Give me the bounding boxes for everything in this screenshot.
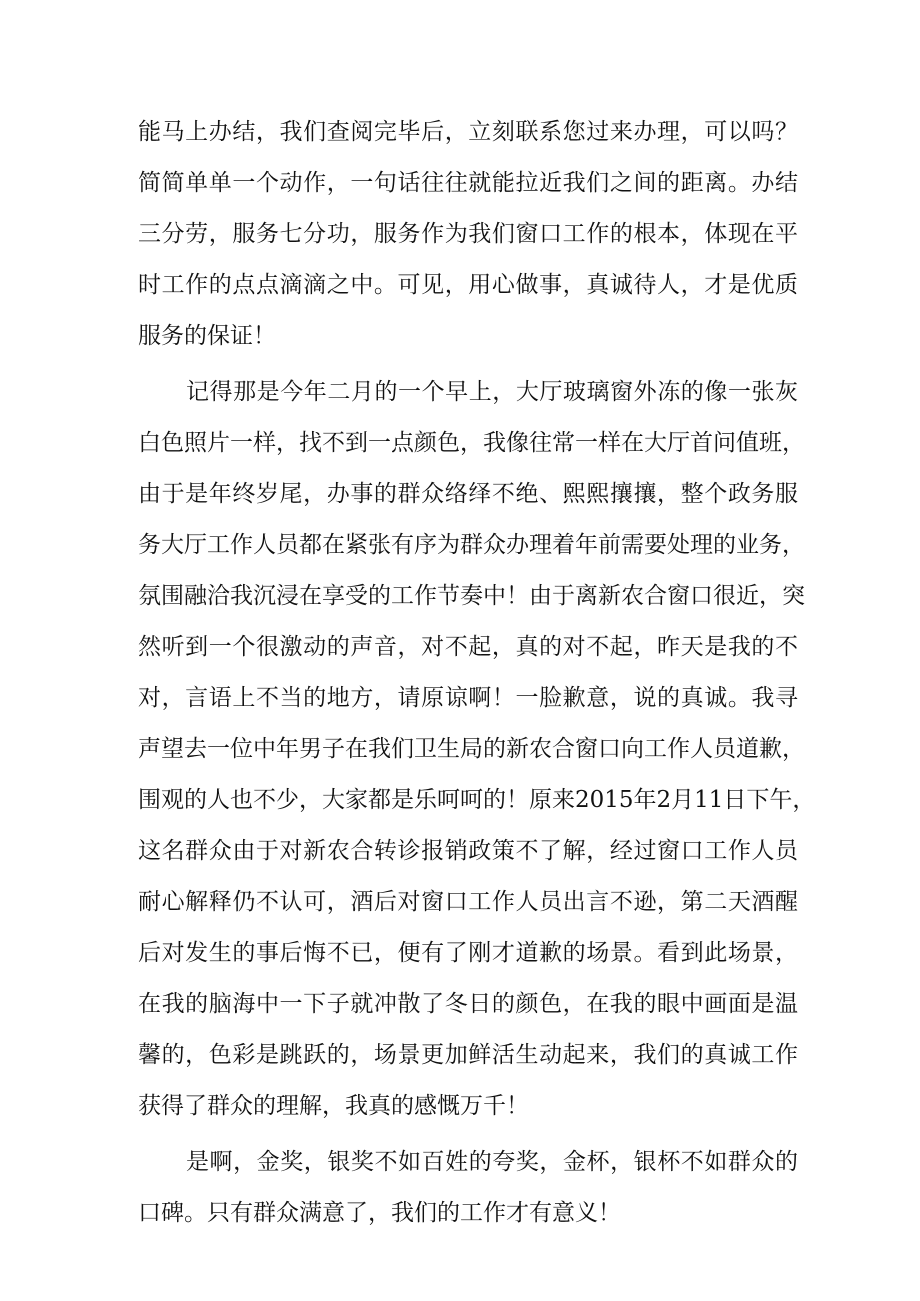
paragraph-2-line-10: 这名群众由于对新农合转诊报销政策不了解，经过窗口工作人员 (138, 838, 798, 864)
paragraph-1-line-3: 三分劳，服务七分功，服务作为我们窗口工作的根本，体现在平 (138, 221, 798, 247)
paragraph-2-line-11: 耐心解释仍不认可，酒后对窗口工作人员出言不逊，第二天酒醒 (138, 889, 798, 915)
paragraph-2-line-3: 由于是年终岁尾，办事的群众络绎不绝、熙熙攘攘，整个政务服 (138, 481, 798, 507)
paragraph-2-line-5: 氛围融洽我沉浸在享受的工作节奏中！由于离新农合窗口很近，突 (138, 583, 805, 609)
paragraph-2-line-1: 记得那是今年二月的一个早上，大厅玻璃窗外冻的像一张灰 (186, 379, 798, 405)
paragraph-2-line-7: 对，言语上不当的地方，请原谅啊！一脸歉意，说的真诚。我寻 (138, 685, 798, 711)
paragraph-2-line-6: 然听到一个很激动的声音，对不起，真的对不起，昨天是我的不 (138, 634, 798, 660)
paragraph-2-line-4: 务大厅工作人员都在紧张有序为群众办理着年前需要处理的业务， (138, 532, 805, 558)
paragraph-1-line-4: 时工作的点点滴滴之中。可见，用心做事，真诚待人，才是优质 (138, 272, 798, 298)
paragraph-2-line-15: 获得了群众的理解，我真的感慨万千！ (138, 1093, 529, 1119)
paragraph-2-line-13: 在我的脑海中一下子就冲散了冬日的颜色，在我的眼中画面是温 (138, 991, 798, 1017)
paragraph-2-line-12: 后对发生的事后悔不已，便有了刚才道歉的场景。看到此场景， (138, 940, 798, 966)
paragraph-1-line-1: 能马上办结，我们查阅完毕后，立刻联系您过来办理，可以吗？ (138, 119, 798, 145)
document-body (138, 107, 816, 1239)
paragraph-1-line-2: 简简单单一个动作，一句话往往就能拉近我们之间的距离。办结 (138, 170, 798, 196)
paragraph-2-line-2: 白色照片一样，找不到一点颜色，我像往常一样在大厅首问值班， (138, 430, 805, 456)
paragraph-2-line-14: 馨的，色彩是跳跃的，场景更加鲜活生动起来，我们的真诚工作 (138, 1042, 798, 1068)
paragraph-1-line-5: 服务的保证！ (138, 323, 276, 349)
paragraph-3-line-1: 是啊，金奖，银奖不如百姓的夸奖，金杯，银杯不如群众的 (186, 1149, 798, 1175)
paragraph-2-line-8: 声望去一位中年男子在我们卫生局的新农合窗口向工作人员道歉， (138, 736, 805, 762)
paragraph-3-line-2: 口碑。只有群众满意了，我们的工作才有意义！ (138, 1200, 621, 1226)
paragraph-2-line-9: 围观的人也不少，大家都是乐呵呵的！原来2015年2月11日下午， (138, 787, 816, 813)
